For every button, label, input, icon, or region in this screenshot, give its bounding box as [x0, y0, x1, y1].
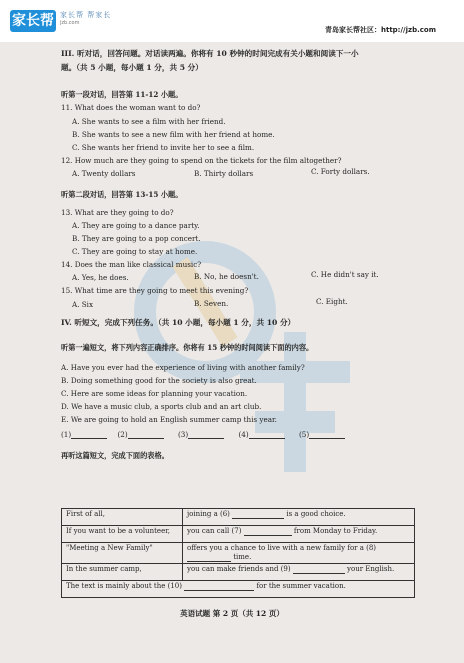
- section3-title: III. 听对话，回答问题。对话读两遍。你将有 10 秒钟的时间完成有关小题和阅读下一小: [61, 49, 359, 58]
- fill-in-table: [61, 508, 415, 598]
- option-13a: A. They are going to a dance party.: [72, 221, 200, 230]
- table-row: [62, 509, 415, 526]
- sentence-c: C. Here are some ideas for planning your vacation.: [61, 389, 248, 398]
- blank-5-input[interactable]: [309, 431, 345, 439]
- table-cell: [183, 526, 415, 543]
- question-15: 15. What time are they going to meet this evening?: [61, 286, 249, 295]
- blank-6-input[interactable]: [232, 511, 284, 519]
- page-footer: 英语试题 第 2 页（共 12 页）: [180, 609, 284, 618]
- table-cell: [183, 543, 415, 564]
- blank-2-label: (2): [117, 430, 128, 439]
- blank-10-input[interactable]: [184, 583, 254, 591]
- question-14: 14. Does the man like classical music?: [61, 260, 202, 269]
- order-blanks: [61, 430, 345, 439]
- page-header: [0, 0, 464, 42]
- option-15a: A. Six: [72, 300, 94, 309]
- blank-9-input[interactable]: [293, 566, 345, 574]
- cell-text: is a good choice.: [286, 510, 346, 518]
- table-row: [62, 564, 415, 581]
- cell-text: offers you a chance to live with a new family for a (8): [187, 544, 377, 552]
- question-11: 11. What does the woman want to do?: [61, 103, 201, 112]
- exam-page: [0, 42, 464, 663]
- question-12: 12. How much are they going to spend on the tickets for the film altogether?: [61, 156, 342, 165]
- cell-text: time.: [233, 553, 252, 561]
- option-14b: B. No, he doesn't.: [194, 272, 259, 281]
- section4-second-heading: 再听这篇短文，完成下面的表格。: [61, 451, 169, 460]
- section4-title: IV. 听短文，完成下列任务。（共 10 小题，每小题 1 分，共 10 分）: [61, 318, 296, 327]
- table-cell: [183, 564, 415, 581]
- table-cell: In the summer camp,: [62, 564, 183, 581]
- table-cell: [183, 509, 415, 526]
- table-cell: First of all,: [62, 509, 183, 526]
- blank-4-input[interactable]: [249, 431, 285, 439]
- option-15c: C. Eight.: [316, 297, 348, 306]
- option-13b: B. They are going to a pop concert.: [72, 234, 201, 243]
- cell-text: from Monday to Friday.: [293, 527, 378, 535]
- section4-first-heading: 听第一遍短文，将下列内容正确排序。你将有 15 秒钟的时间阅读下面的内容。: [61, 343, 314, 352]
- section3-title-cont: 题。（共 5 小题，每小题 1 分，共 5 分）: [61, 63, 203, 72]
- cell-text: your English.: [347, 565, 395, 573]
- option-14a: A. Yes, he does.: [72, 273, 129, 282]
- blank-2-input[interactable]: [128, 431, 164, 439]
- table-cell: "Meeting a New Family": [62, 543, 183, 564]
- table-cell: If you want to be a volunteer,: [62, 526, 183, 543]
- option-11a: A. She wants to see a film with her friend.: [72, 117, 226, 126]
- table-row: [62, 581, 415, 598]
- sentence-e: E. We are going to hold an English summer camp this year.: [61, 415, 277, 424]
- cell-text: you can call (7): [187, 527, 242, 535]
- blank-1-input[interactable]: [71, 431, 107, 439]
- part2-heading: 听第二段对话，回答第 13-15 小题。: [61, 190, 183, 199]
- option-11c: C. She wants her friend to invite her to see a film.: [72, 143, 255, 152]
- logo-slogan: 家长帮 帮家长: [60, 11, 112, 19]
- blank-7-input[interactable]: [244, 528, 292, 536]
- cell-text: The text is mainly about the (10): [66, 582, 182, 590]
- sentence-b: B. Doing something good for the society is also great.: [61, 376, 257, 385]
- blank-3-label: (3): [177, 430, 189, 439]
- question-13: 13. What are they going to do?: [61, 208, 174, 217]
- blank-4-label: (4): [238, 430, 249, 439]
- blank-5-label: (5): [298, 430, 310, 439]
- community-link[interactable]: 青岛家长帮社区：http://jzb.com: [325, 26, 436, 34]
- option-12c: C. Forty dollars.: [311, 167, 370, 176]
- cell-text: joining a (6): [187, 510, 230, 518]
- option-12a: A. Twenty dollars: [72, 169, 136, 178]
- blank-1-label: (1): [61, 430, 72, 439]
- sentence-a: A. Have you ever had the experience of living with another family?: [61, 363, 305, 372]
- table-row: [62, 526, 415, 543]
- blank-3-input[interactable]: [188, 431, 224, 439]
- cell-text: for the summer vacation.: [256, 582, 346, 590]
- option-11b: B. She wants to see a new film with her friend at home.: [72, 130, 275, 139]
- part1-heading: 听第一段对话，回答第 11-12 小题。: [61, 90, 183, 99]
- site-logo[interactable]: 家长帮: [10, 10, 56, 32]
- table-row: [62, 543, 415, 564]
- logo-url: jzb.com: [60, 20, 80, 26]
- option-13c: C. They are going to stay at home.: [72, 247, 198, 256]
- table-cell: [62, 581, 415, 598]
- option-15b: B. Seven.: [194, 299, 229, 308]
- option-14c: C. He didn't say it.: [311, 270, 379, 279]
- cell-text: you can make friends and (9): [187, 565, 291, 573]
- blank-8-input[interactable]: [187, 554, 231, 562]
- option-12b: B. Thirty dollars: [194, 169, 254, 178]
- sentence-d: D. We have a music club, a sports club and an art club.: [61, 402, 262, 411]
